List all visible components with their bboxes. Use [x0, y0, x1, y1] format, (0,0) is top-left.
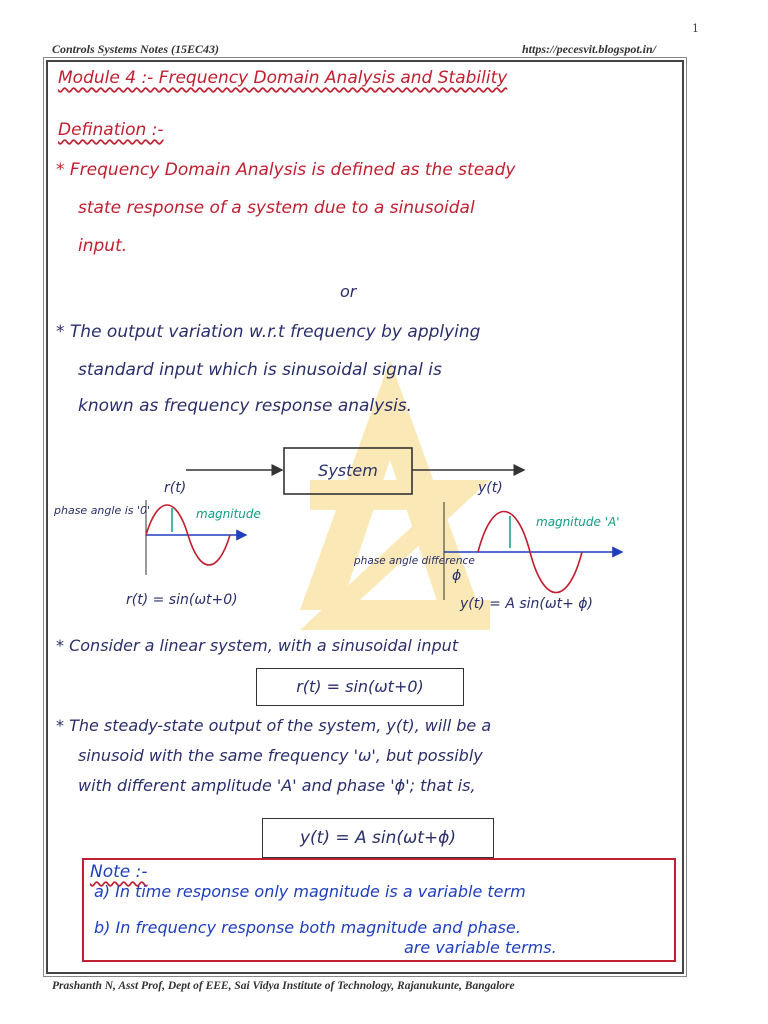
footer: Prashanth N, Asst Prof, Dept of EEE, Sai Vidya Institute of Technology, Rajanukunte, Bangalore — [52, 980, 515, 992]
note-item-a: a) In time response only magnitude is a variable term — [94, 882, 526, 901]
note-item-b-continued: are variable terms. — [404, 938, 557, 957]
input-label: r(t) — [164, 480, 187, 496]
page-number: 1 — [692, 22, 699, 35]
body-line-2: * The steady-state output of the system, y(t), will be a — [56, 716, 492, 735]
definition-line-1: * Frequency Domain Analysis is defined as the steady — [56, 160, 516, 180]
definition-line-3: input. — [78, 236, 128, 256]
body-line-3: sinusoid with the same frequency 'ω', but possibly — [78, 746, 483, 765]
module-title: Module 4 :- Frequency Domain Analysis and Stability — [58, 68, 508, 88]
input-equation: r(t) = sin(ωt+0) — [126, 592, 238, 608]
phi-symbol: ϕ — [452, 568, 462, 584]
phase-zero-label: phase angle is '0' — [54, 504, 151, 517]
definition-line-2: state response of a system due to a sinusoidal — [78, 198, 475, 218]
body-line-1: * Consider a linear system, with a sinusoidal input — [56, 636, 459, 655]
definition2-line-1: * The output variation w.r.t frequency by applying — [56, 322, 481, 342]
output-equation-box: y(t) = A sin(ωt+ϕ) — [262, 818, 494, 858]
input-equation-box: r(t) = sin(ωt+0) — [256, 668, 464, 706]
output-label: y(t) — [478, 480, 503, 496]
or-separator: or — [340, 282, 357, 301]
header-right: https://pecesvit.blogspot.in/ — [522, 42, 656, 56]
body-line-4: with different amplitude 'A' and phase 'ϕ'; that is, — [78, 776, 476, 795]
definition2-line-3: known as frequency response analysis. — [78, 396, 413, 416]
note-item-b: b) In frequency response both magnitude and phase. — [94, 918, 521, 937]
output-equation: y(t) = A sin(ωt+ ϕ) — [460, 596, 593, 612]
note-box — [82, 858, 676, 962]
definition-heading: Defination :- — [58, 120, 164, 140]
magnitude-label: magnitude — [196, 507, 261, 521]
header-left: Controls Systems Notes (15EC43) — [52, 42, 220, 56]
system-label: System — [318, 461, 378, 480]
note-title: Note :- — [90, 862, 148, 882]
system-diagram — [46, 440, 680, 620]
phase-diff-label: phase angle difference — [354, 555, 475, 567]
magnitude-a-label: magnitude 'A' — [536, 515, 620, 529]
definition2-line-2: standard input which is sinusoidal signal is — [78, 360, 442, 380]
